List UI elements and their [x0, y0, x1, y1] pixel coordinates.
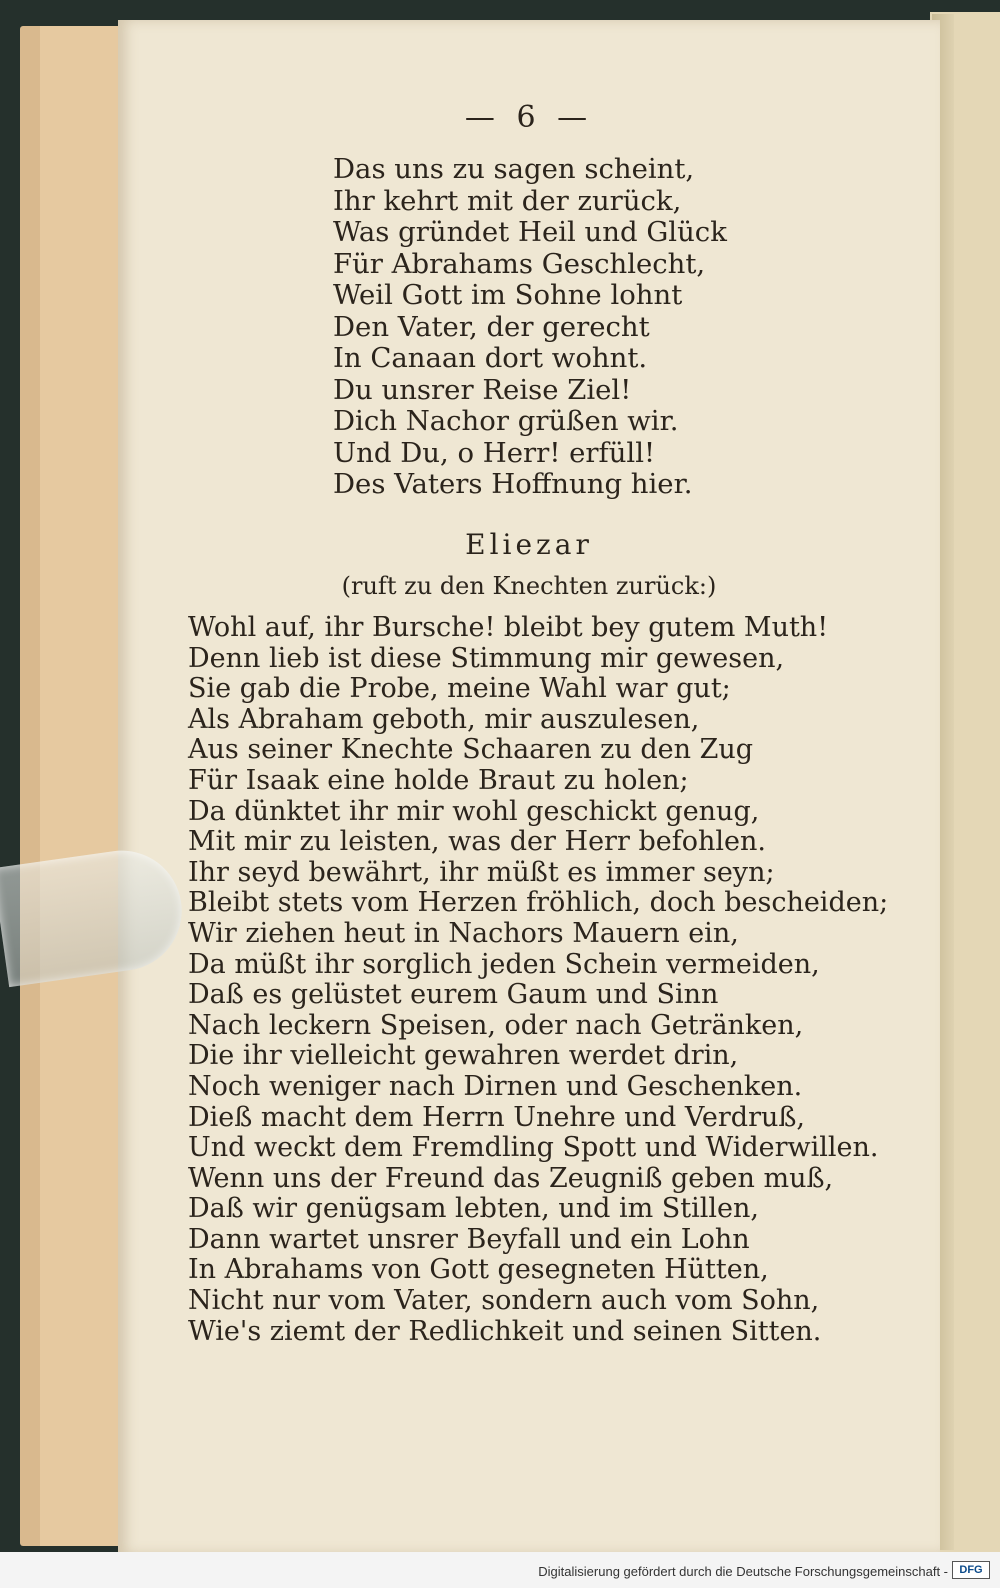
speech-line: Da dünktet ihr mir wohl geschickt genug,	[188, 795, 760, 827]
speech-line: Aus seiner Knechte Schaaren zu den Zug	[188, 734, 754, 766]
speech-block	[188, 613, 888, 1347]
verse-line: Weil Gott im Sohne lohnt	[333, 279, 683, 311]
verse-line: Für Abrahams Geschlecht,	[333, 247, 706, 280]
speech-line: Da müßt ihr sorglich jeden Schein vermeiden,	[188, 948, 820, 980]
speech-line: Denn lieb ist diese Stimmung mir gewesen,	[188, 642, 785, 674]
speech-line: Mit mir zu leisten, was der Herr befohlen.	[188, 826, 766, 858]
verse-line: Was gründet Heil und Glück	[333, 216, 727, 248]
speech-line: Dann wartet unsrer Beyfall und ein Lohn	[188, 1223, 750, 1255]
speech-line: Wohl auf, ihr Bursche! bleibt bey gutem Muth!	[188, 612, 829, 643]
speech-line: Daß wir genügsam lebten, und im Stillen,	[188, 1193, 760, 1225]
speech-line: In Abrahams von Gott gesegneten Hütten,	[188, 1254, 769, 1286]
speaker-name: Eliezar	[465, 528, 593, 561]
chorus-stanza	[333, 154, 727, 501]
speech-line: Wie's ziemt der Redlichkeit und seinen Sitten.	[188, 1315, 822, 1347]
speech-line: Nach leckern Speisen, oder nach Getränken,	[188, 1009, 804, 1041]
speech-line: Nicht nur vom Vater, sondern auch vom Sohn,	[188, 1285, 820, 1317]
verse-line: Dich Nachor grüßen wir.	[333, 405, 679, 437]
verse-line: Ihr kehrt mit der zurück,	[333, 184, 682, 217]
verse-line: Des Vaters Hoffnung hier.	[333, 468, 693, 500]
verse-line: In Canaan dort wohnt.	[333, 342, 648, 374]
dfg-logo-icon: DFG	[952, 1561, 990, 1579]
speech-line: Wir ziehen heut in Nachors Mauern ein,	[188, 917, 739, 949]
verse-line: Das uns zu sagen scheint,	[333, 153, 695, 185]
verse-line: Den Vater, der gerecht	[333, 310, 650, 343]
page-number: — 6 —	[464, 100, 594, 135]
speech-line: Und weckt dem Fremdling Spott und Widerwillen.	[188, 1132, 879, 1164]
speech-line: Bleibt stets vom Herzen fröhlich, doch bescheiden;	[188, 887, 889, 919]
stage-direction: (ruft zu den Knechten zurück:)	[341, 572, 717, 600]
speech-line: Wenn uns der Freund das Zeugniß geben muß,	[188, 1162, 834, 1194]
footer-credit: Digitalisierung gefördert durch die Deutsche Forschungsgemeinschaft -	[538, 1564, 948, 1579]
verse-line: Und Du, o Herr! erfüll!	[333, 436, 656, 469]
speech-line: Ihr seyd bewährt, ihr müßt es immer seyn;	[188, 856, 775, 888]
speech-line: Für Isaak eine holde Braut zu holen;	[188, 764, 689, 796]
book-page	[118, 20, 940, 1554]
speech-line: Als Abraham geboth, mir auszulesen,	[188, 703, 700, 735]
verse-line: Du unsrer Reise Ziel!	[333, 373, 632, 406]
speech-line: Noch weniger nach Dirnen und Geschenken.	[188, 1070, 803, 1102]
speech-line: Daß es gelüstet eurem Gaum und Sinn	[188, 979, 719, 1011]
footer-bar	[0, 1552, 1000, 1588]
speech-line: Sie gab die Probe, meine Wahl war gut;	[188, 673, 731, 705]
speech-line: Dieß macht dem Herrn Unehre und Verdruß,	[188, 1101, 806, 1133]
speech-line: Die ihr vielleicht gewahren werdet drin,	[188, 1040, 739, 1072]
